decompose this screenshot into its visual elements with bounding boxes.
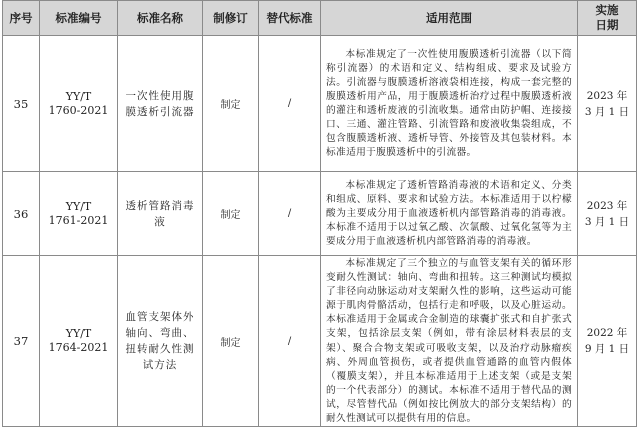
row-date: [578, 172, 637, 256]
header-date: [578, 1, 637, 36]
header-row: [3, 1, 637, 36]
row-name: 一次性使用腹膜透析引流器: [118, 36, 203, 172]
header-name: 标准名称: [118, 1, 203, 36]
row-type: 制定: [203, 172, 259, 256]
table-row: [3, 256, 637, 427]
row-date-line1: 2023 年: [586, 89, 628, 102]
header-type: 制修订: [203, 1, 259, 36]
row-date: [578, 256, 637, 427]
row-code: [40, 256, 118, 427]
row-no: 35: [3, 36, 40, 172]
row-code-line1: YY/T: [65, 89, 92, 103]
row-date: [578, 36, 637, 172]
row-date-line2: 3 月 1 日: [584, 105, 630, 118]
row-name: 透析管路消毒液: [118, 172, 203, 256]
header-code: 标准编号: [40, 1, 118, 36]
table-row: [3, 36, 637, 172]
row-replaced: /: [259, 256, 321, 427]
header-date-line1: 实施: [595, 3, 619, 17]
row-scope: 本标准规定了一次性使用腹膜透析引流器（以下简称引流器）的术语和定义、结构组成、要求及试验方法。引流器与腹膜透析溶液袋相连接，构成一套完整的腹膜透析用产品，用于腹膜透析治疗过程中腹膜透析液的灌注和透析废液的引流收集。通常由防护帽、连接接口、三通、灌注管路、引流管路和废液收集袋组成，不包含腹膜透析液、透析导管、外接管及其包装材料。本标准适用于腹膜透析中的引流器。: [321, 36, 578, 172]
row-code-line2: 1761-2021: [48, 213, 109, 227]
row-code-line1: YY/T: [65, 327, 92, 341]
row-code-line2: 1764-2021: [48, 341, 109, 355]
row-replaced: /: [259, 172, 321, 256]
header-date-line2: 日期: [595, 18, 619, 32]
row-code: [40, 36, 118, 172]
row-date-line2: 9 月 1 日: [584, 343, 630, 356]
table-row: [3, 172, 637, 256]
row-no: 36: [3, 172, 40, 256]
row-date-line1: 2022 年: [586, 327, 628, 340]
standards-table: [2, 0, 637, 427]
row-code-line1: YY/T: [65, 199, 92, 213]
row-date-line2: 3 月 1 日: [584, 215, 630, 228]
row-scope: 本标准规定了透析管路消毒液的术语和定义、分类和组成、原料、要求和试验方法。本标准适用于以柠檬酸为主要成分用于血液透析机内部管路消毒的消毒液。本标准不适用于以过氧乙酸、次氯酸、过氧化氢等为主要成分用于血液透析机内部管路消毒的消毒液。: [321, 172, 578, 256]
row-replaced: /: [259, 36, 321, 172]
row-type: 制定: [203, 256, 259, 427]
row-scope: 本标准规定了三个独立的与血管支架有关的循环形变耐久性测试：轴向、弯曲和扭转。这三种测试均模拟了非径向动脉运动对支架耐久性的影响，这些运动可能源于肌肉骨骼活动，包括行走和呼吸，以及心脏运动。本标准适用于金属或合金制造的球囊扩张式和自扩张式支架，包括涂层支架（例如，带有涂层材料表层的支架）、聚合合物支架或可吸收支架，以及治疗动脉瘤疾病、外周血管损伤，或者提供血管通路的血管内假体（覆膜支架），并且本标准适用于上述支架（或是支架的一个代表部分）的测试。本标准不适用于替代品的测试，尽管替代品（例如按比例放大的部分支架结构）的耐久性测试可以提供有用的信息。: [321, 256, 578, 427]
header-scope: 适用范围: [321, 1, 578, 36]
row-name: 血管支架体外轴向、弯曲、扭转耐久性测试方法: [118, 256, 203, 427]
header-replaced: 替代标准: [259, 1, 321, 36]
row-code: [40, 172, 118, 256]
header-no: 序号: [3, 1, 40, 36]
row-no: 37: [3, 256, 40, 427]
row-date-line1: 2023 年: [586, 199, 628, 212]
row-code-line2: 1760-2021: [48, 103, 109, 117]
row-type: 制定: [203, 36, 259, 172]
